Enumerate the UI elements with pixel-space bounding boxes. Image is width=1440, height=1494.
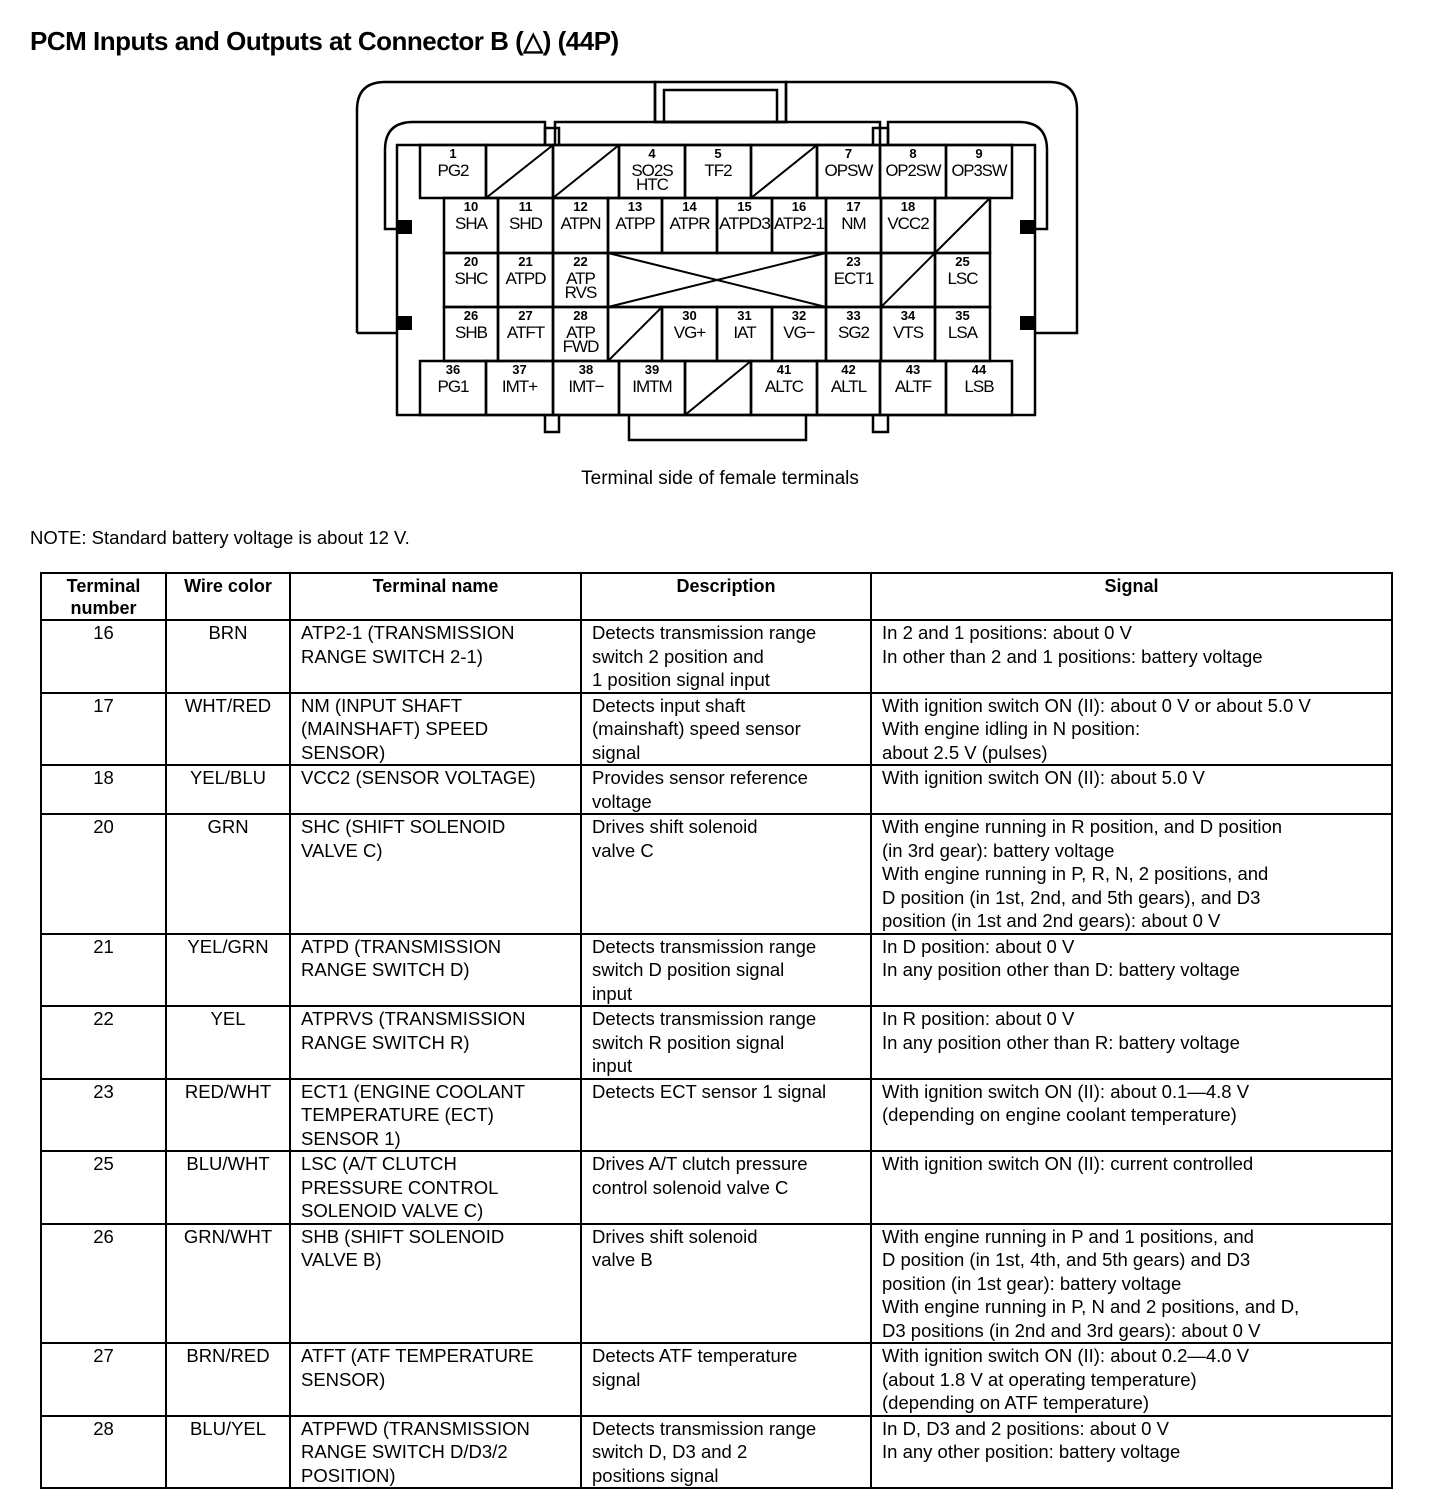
terminal-label: OP2SW [885,161,942,180]
cell-line: position (in 1st gear): battery voltage [882,1272,1182,1294]
terminal-38 [553,361,619,415]
terminal-43 [880,361,946,415]
cell-signal [871,1079,1392,1152]
terminal-number: 30 [682,308,697,323]
cell-line: SENSOR) [301,741,386,763]
terminal-label: ATP [566,323,595,342]
terminal-label: ATP2-1 [774,214,825,233]
terminal-13 [608,198,662,253]
cell-color: GRN [166,814,290,934]
cell-line: In 2 and 1 positions: about 0 V [882,622,1132,643]
cell-color: YEL/BLU [166,765,290,814]
cell-line: With engine running in P and 1 positions, and [882,1225,1254,1247]
column-header [41,573,166,620]
terminal-17 [826,198,881,253]
terminal-25 [935,253,990,307]
cell-line: In any position other than R: battery voltage [882,1031,1240,1053]
terminal-label: OP3SW [951,161,1008,180]
cell-line: (in 3rd gear): battery voltage [882,839,1115,861]
terminal-number: 20 [463,254,479,269]
cell-name [290,1006,581,1079]
terminal-unused [608,253,826,307]
terminal-number: 41 [776,362,792,377]
terminal-number: 7 [844,146,853,161]
terminal-label: ALTC [764,377,804,396]
cell-num: 23 [41,1079,166,1152]
terminal-number: 34 [900,308,916,323]
cell-signal [871,1343,1392,1416]
note: NOTE: Standard battery voltage is about 12 V. [30,527,410,548]
cell-line: switch 2 position and [592,645,764,667]
cell-signal [871,620,1392,693]
cell-line: In any other position: battery voltage [882,1441,1181,1462]
cell-color: GRN/WHT [166,1224,290,1344]
terminal-unused [608,307,662,361]
cell-num: 21 [41,934,166,1007]
cell-line: SOLENOID VALVE C) [301,1200,484,1221]
terminal-label: SO2S [631,161,673,180]
cell-signal [871,1151,1392,1224]
terminal-unused [685,361,751,415]
cell-name [290,620,581,693]
terminal-7 [817,145,880,198]
terminal-number: 9 [975,146,983,161]
cell-line: Detects transmission range [592,622,817,643]
cell-line: 1 position signal input [592,669,770,690]
lock-tab-icon [398,316,412,330]
terminal-number: 25 [955,254,970,269]
table-row [41,620,1392,693]
table-row [41,934,1392,1007]
terminal-42 [817,361,880,415]
cell-line: SENSOR 1) [301,1127,401,1149]
terminal-label: TF2 [704,161,732,180]
cell-line: Detects transmission range [592,935,817,957]
terminal-12 [553,198,608,253]
cell-line: With engine running in R position, and D position [882,816,1283,837]
table-row [41,1079,1392,1152]
cell-line: SHB (SHIFT SOLENOID [301,1225,505,1247]
cell-line: SHC (SHIFT SOLENOID [301,816,506,837]
top-latch [655,82,786,122]
cell-signal [871,765,1392,814]
terminal-label: VG+ [673,323,706,342]
cell-desc [581,693,871,766]
terminal-label: VTS [892,323,924,342]
terminal-20 [444,253,498,307]
terminal-unused [486,145,553,198]
cell-line: switch R position signal [592,1031,785,1053]
cell-name [290,934,581,1007]
terminal-number: 43 [905,362,921,377]
cell-line: RANGE SWITCH R) [301,1031,470,1053]
cell-color: BLU/YEL [166,1416,290,1489]
table-row [41,1224,1392,1344]
column-header [871,573,1392,620]
cell-line: switch D, D3 and 2 [592,1441,748,1462]
cell-color: WHT/RED [166,693,290,766]
cell-line: signal [592,1368,641,1390]
cell-line: Provides sensor reference [592,767,808,788]
terminal-number: 39 [644,362,660,377]
terminal-21 [498,253,553,307]
terminal-number: 12 [573,199,588,214]
terminal-number: 33 [846,308,861,323]
cell-name [290,765,581,814]
cell-line: ATPD (TRANSMISSION [301,935,502,957]
terminal-unused [751,145,817,198]
terminal-number: 15 [737,199,752,214]
cell-line: With ignition switch ON (II): current controlled [882,1153,1254,1174]
terminal-table [40,572,1393,1489]
terminal-label: ATP [566,269,595,288]
cell-line: With ignition switch ON (II): about 0.1—4.8 V [882,1080,1250,1102]
cell-line: ATPFWD (TRANSMISSION [301,1417,530,1439]
terminal-label: ECT1 [833,269,874,288]
terminal-label: FWD [562,337,599,356]
cell-line: Detects ECT sensor 1 signal [592,1080,827,1102]
terminal-unused [881,253,935,307]
cell-line: VCC2 (SENSOR VOLTAGE) [301,767,536,788]
cell-line: In other than 2 and 1 positions: battery voltage [882,645,1263,667]
header-line: Signal [1104,576,1159,596]
header-line: Description [676,576,776,596]
terminal-label: SHD [509,214,542,233]
terminal-number: 36 [445,362,461,377]
terminal-5 [685,145,751,198]
terminal-35 [935,307,990,361]
cell-color: BLU/WHT [166,1151,290,1224]
terminal-label: LSB [964,377,994,396]
cell-line: PRESSURE CONTROL [301,1176,499,1198]
terminal-18 [881,198,935,253]
cell-signal [871,693,1392,766]
terminal-22 [553,253,608,307]
page-title: PCM Inputs and Outputs at Connector B (△) (44P) [30,26,619,56]
terminal-label: ATFT [506,323,545,342]
cell-line: Detects input shaft [592,694,746,716]
cell-line: LSC (A/T CLUTCH [301,1153,457,1174]
column-header [290,573,581,620]
cell-line: RANGE SWITCH D/D3/2 [301,1441,508,1462]
cell-line: valve C [592,839,654,861]
terminal-16 [772,198,826,253]
lock-tab-icon [398,220,412,234]
terminal-number: 44 [971,362,987,377]
cell-line: VALVE C) [301,839,383,861]
cell-color: YEL [166,1006,290,1079]
cell-line: With ignition switch ON (II): about 5.0 V [882,767,1205,788]
cell-num: 28 [41,1416,166,1489]
terminal-number: 37 [512,362,527,377]
cell-color: BRN/RED [166,1343,290,1416]
cell-line: With engine idling in N position: [882,718,1141,739]
terminal-label: ATPR [669,214,710,233]
terminal-number: 14 [682,199,697,214]
terminal-33 [826,307,881,361]
cell-line: D position (in 1st, 4th, and 5th gears) and D3 [882,1249,1251,1270]
terminal-9 [946,145,1012,198]
cell-color: RED/WHT [166,1079,290,1152]
terminal-14 [662,198,717,253]
header-line: Terminal name [372,576,499,596]
cell-line: positions signal [592,1464,719,1486]
cell-line: ATP2-1 (TRANSMISSION [301,622,515,643]
bottom-latch [629,415,806,440]
cell-line: VALVE B) [301,1249,382,1270]
cell-line: (MAINSHAFT) SPEED [301,718,489,739]
terminal-label: HTC [636,175,668,194]
cell-line: In D, D3 and 2 positions: about 0 V [882,1417,1169,1439]
cell-desc [581,1224,871,1344]
cell-line: NM (INPUT SHAFT [301,694,463,716]
header-line: Terminal [66,576,141,596]
terminal-label: IMTM [632,377,672,396]
cell-line: With ignition switch ON (II): about 0 V or about 5.0 V [882,694,1311,716]
terminal-label: PG2 [437,161,469,180]
cell-line: valve B [592,1249,653,1270]
diagram-caption: Terminal side of female terminals [581,468,859,489]
cell-num: 25 [41,1151,166,1224]
cell-line: input [592,1055,633,1076]
cell-line: With engine running in P, R, N, 2 positions, and [882,863,1269,884]
terminal-number: 22 [573,254,588,269]
header-line: Wire color [184,576,272,596]
terminal-36 [420,361,486,415]
cell-desc [581,620,871,693]
terminal-label: ATPD3 [719,214,771,233]
cell-line: In any position other than D: battery voltage [882,959,1240,980]
cell-desc [581,1006,871,1079]
cell-desc [581,1079,871,1152]
cell-line: RANGE SWITCH D) [301,959,470,980]
cell-line: SENSOR) [301,1368,386,1390]
terminal-number: 18 [900,199,916,214]
cell-line: In D position: about 0 V [882,935,1075,957]
cell-line: With engine running in P, N and 2 positions, and D, [882,1296,1300,1317]
terminal-number: 26 [463,308,479,323]
cell-line: Detects transmission range [592,1417,817,1439]
table-header [41,573,1392,620]
terminal-11 [498,198,553,253]
cell-signal [871,1006,1392,1079]
terminal-1 [420,145,486,198]
terminal-26 [444,307,498,361]
cell-line: Drives shift solenoid [592,1225,758,1247]
terminal-41 [751,361,817,415]
cell-name [290,814,581,934]
terminal-15 [717,198,772,253]
cell-name [290,1224,581,1344]
cell-line: signal [592,741,641,763]
cell-color: YEL/GRN [166,934,290,1007]
cell-line: ECT1 (ENGINE COOLANT [301,1080,526,1102]
terminal-44 [946,361,1012,415]
terminal-number: 17 [846,199,861,214]
cell-desc [581,1151,871,1224]
cell-line: With ignition switch ON (II): about 0.2—4.0 V [882,1345,1250,1366]
cell-signal [871,934,1392,1007]
terminal-label: ATPD [505,269,546,288]
terminal-number: 1 [449,146,457,161]
terminal-label: IMT− [568,377,604,396]
terminal-label: SHB [455,323,487,342]
cell-num: 16 [41,620,166,693]
column-header [166,573,290,620]
terminal-unused [935,198,990,253]
terminal-number: 32 [791,308,807,323]
terminal-39 [619,361,685,415]
cell-num: 20 [41,814,166,934]
terminal-number: 38 [578,362,594,377]
table-row [41,1416,1392,1489]
cell-line: position (in 1st and 2nd gears): about 0 V [882,910,1221,931]
terminal-number: 11 [518,199,533,214]
cell-num: 22 [41,1006,166,1079]
cell-name [290,1416,581,1489]
cell-line: Drives A/T clutch pressure [592,1153,808,1174]
lock-tab-icon [1020,316,1034,330]
terminal-number: 4 [648,146,656,161]
cell-line: switch D position signal [592,959,785,980]
terminal-number: 31 [737,308,752,323]
cell-name [290,1151,581,1224]
cell-name [290,1343,581,1416]
cell-signal [871,1224,1392,1344]
cell-signal [871,814,1392,934]
terminal-label: SG2 [837,323,870,342]
terminal-30 [662,307,717,361]
cell-name [290,1079,581,1152]
terminal-number: 27 [518,308,533,323]
connector-diagram [0,0,1440,460]
cell-num: 17 [41,693,166,766]
terminal-number: 28 [573,308,588,323]
cell-line: voltage [592,790,652,812]
terminal-unused [553,145,619,198]
terminal-number: 8 [909,146,917,161]
cell-line: (about 1.8 V at operating temperature) [882,1368,1197,1390]
cell-num: 26 [41,1224,166,1344]
cell-num: 18 [41,765,166,814]
cell-line: ATFT (ATF TEMPERATURE [301,1345,534,1366]
terminal-label: SHA [455,214,487,233]
cell-desc [581,934,871,1007]
terminal-32 [772,307,826,361]
terminal-number: 16 [791,199,807,214]
cell-line: In R position: about 0 V [882,1008,1075,1029]
terminal-number: 42 [841,362,856,377]
cell-line: Drives shift solenoid [592,816,758,837]
terminal-number: 5 [714,146,722,161]
terminal-label: ATPN [560,214,601,233]
table-row [41,765,1392,814]
terminal-label: RVS [564,283,597,302]
terminal-8 [880,145,946,198]
cell-desc [581,814,871,934]
cell-line: D position (in 1st, 2nd, and 5th gears), and D3 [882,886,1261,908]
terminal-label: OPSW [824,161,873,180]
terminal-34 [881,307,935,361]
terminal-label: ALTF [894,377,932,396]
cell-line: TEMPERATURE (ECT) [301,1104,494,1125]
terminal-label: LSA [947,323,978,342]
terminal-label: NM [841,214,866,233]
terminal-number: 21 [518,254,533,269]
lock-tab-icon [1020,220,1034,234]
cell-line: Detects transmission range [592,1008,817,1029]
terminal-number: 35 [955,308,970,323]
terminal-label: ATPP [615,214,655,233]
table-row [41,814,1392,934]
terminal-label: LSC [947,269,978,288]
cell-signal [871,1416,1392,1489]
terminal-label: IMT+ [501,377,538,396]
cell-line: Detects ATF temperature [592,1345,798,1366]
table-row [41,1151,1392,1224]
table-row [41,1006,1392,1079]
cell-line: (mainshaft) speed sensor [592,718,801,739]
terminal-number: 13 [627,199,643,214]
terminal-number: 10 [463,199,479,214]
cell-desc [581,765,871,814]
cell-desc [581,1343,871,1416]
terminal-27 [498,307,553,361]
cell-line: D3 positions (in 2nd and 3rd gears): about 0 V [882,1319,1261,1341]
cell-line: ATPRVS (TRANSMISSION [301,1008,526,1029]
terminal-label: ALTL [830,377,867,396]
cell-color: BRN [166,620,290,693]
cell-line: RANGE SWITCH 2-1) [301,645,483,667]
terminal-31 [717,307,772,361]
cell-line: (depending on ATF temperature) [882,1392,1150,1413]
terminal-label: PG1 [437,377,469,396]
terminal-label: IAT [733,323,756,342]
cell-line: control solenoid valve C [592,1176,789,1198]
terminal-23 [826,253,881,307]
table-row [41,1343,1392,1416]
column-header [581,573,871,620]
terminal-37 [486,361,553,415]
cell-num: 27 [41,1343,166,1416]
cell-name [290,693,581,766]
table-row [41,693,1392,766]
terminal-label: SHC [454,269,488,288]
terminal-label: VCC2 [887,214,929,233]
cell-line: input [592,982,633,1004]
terminal-label: VG− [783,323,815,342]
header-line: number [70,598,137,618]
cell-desc [581,1416,871,1489]
terminal-number: 23 [846,254,861,269]
terminal-4 [619,145,685,198]
terminal-28 [553,307,608,361]
cell-line: POSITION) [301,1464,396,1486]
terminal-10 [444,198,498,253]
cell-line: about 2.5 V (pulses) [882,741,1048,763]
cell-line: (depending on engine coolant temperature) [882,1104,1237,1125]
